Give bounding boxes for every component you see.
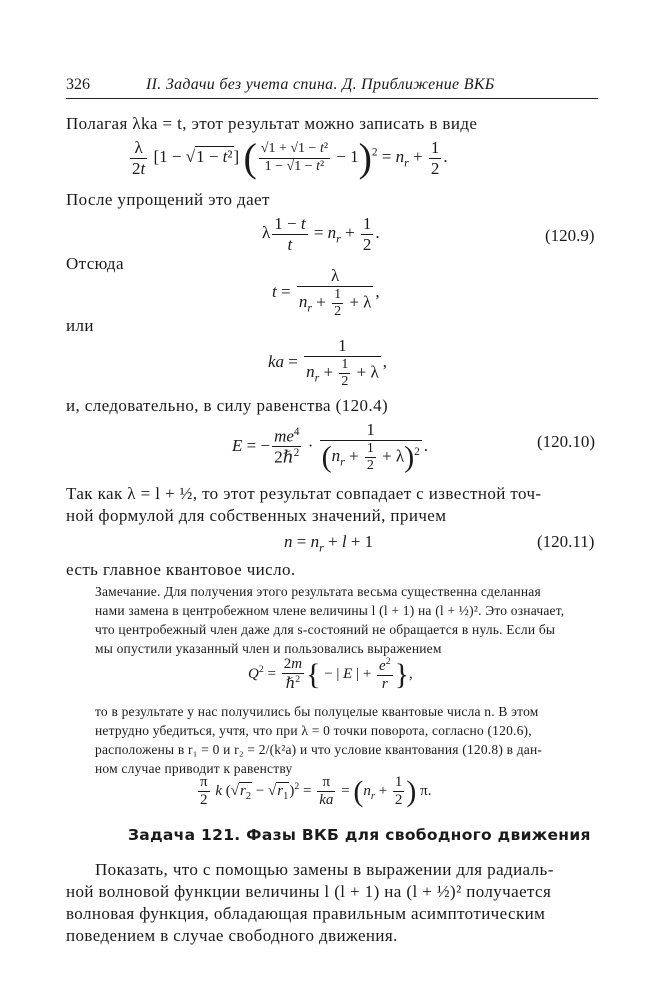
paragraph-line: ной формулой для собственных значений, причем [66, 506, 447, 525]
note-line: то в результате у нас получились бы полуцелые квантовые числа n. В этом [95, 704, 539, 719]
header-rule [66, 98, 598, 99]
note-line: мы опустили указанный член и пользовались выражением [95, 641, 442, 656]
paragraph-line: Полагая λka = t, этот результат можно записать в виде [66, 114, 478, 133]
note-line: ном случае приводит к равенству [95, 761, 293, 776]
paragraph-line: После упрощений это дает [66, 190, 270, 209]
equation-ka: ka = 1 $n_r$ + $\frac{1}{2}$ + λ , [268, 336, 387, 389]
paragraph-line: Отсюда [66, 254, 124, 273]
paragraph-line: Показать, что с помощью замены в выражении для радиаль- [95, 860, 554, 879]
paragraph-line: Так как λ = l + ½, то этот результат совпадает с известной точ- [66, 484, 542, 503]
running-title: II. Задачи без учета спина. Д. Приближение ВКБ [146, 76, 495, 93]
paragraph-line: есть главное квантовое число. [66, 560, 296, 579]
equation-number: (120.11) [537, 532, 595, 551]
equation-120-9: λ $\frac{1 - t}{t}$ = $n_r$ + $\frac{1}{2}$ . [262, 214, 380, 254]
paragraph-line: поведением в случае свободного движения. [66, 926, 398, 945]
equation-n: $n = n_r + l + 1$ [284, 532, 374, 555]
note-line: нетрудно убедиться, учтя, что при λ = 0 точки поворота, согласно (120.6), [95, 723, 532, 738]
note-line: нами замена в центробежном члене величины l (l + 1) на (l + ½)². Это означает, [95, 603, 565, 618]
equation-q2: $Q^2$ = $\frac{2m}{\hbar^2}$ { − | E | + $\frac{e^2}{r}$ }, [248, 656, 413, 693]
equation-number: (120.9) [545, 226, 595, 245]
paragraph-line: ной волновой функции величины l (l + 1) на (l + ½)² получается [66, 882, 552, 901]
paragraph-line: или [66, 316, 94, 335]
equation-120-10: E = − $\frac{me^4}{2\hbar^2}$ · 1 ($n_r$ + $\frac{1}{2}$ + λ)$^2$ . [232, 420, 428, 474]
problem-title: Задача 121. Фазы ВКБ для свободного движения [128, 826, 591, 844]
equation-main: $\frac{\lambda}{2t}$ [1 − √1 − t²] ( $\frac{\text{√1 + √1 − t²}}{\text{1 − √1 − t²}}$ − $1)^2 = n_r$ + $\frac{1}{2}$ . [132, 135, 448, 181]
note-line: что центробежный член даже для s-состояний не обращается в нуль. Если бы [95, 622, 556, 637]
equation-number: (120.10) [537, 432, 596, 451]
paragraph-line: и, следовательно, в силу равенства (120.4) [66, 396, 389, 415]
page-number: 326 [66, 76, 90, 93]
note-line: расположены в r₁ = 0 и r₂ = 2/(k²a) и что условие квантования (120.8) в дан- [95, 742, 543, 757]
equation-quantization: $\frac{\pi}{2}$ k $(√r_2 - √r_1)^2$ = $\frac{\pi}{ka}$ = ($n_r$ + $\frac{1}{2}$ ) π. [200, 774, 432, 809]
paragraph-line: волновая функция, обладающая правильным асимптотическим [66, 904, 546, 923]
note-line: Замечание. Для получения этого результата весьма существенна сделанная [95, 584, 541, 599]
equation-t: t = λ $n_r$ + $\frac{1}{2}$ + λ , [272, 266, 380, 319]
